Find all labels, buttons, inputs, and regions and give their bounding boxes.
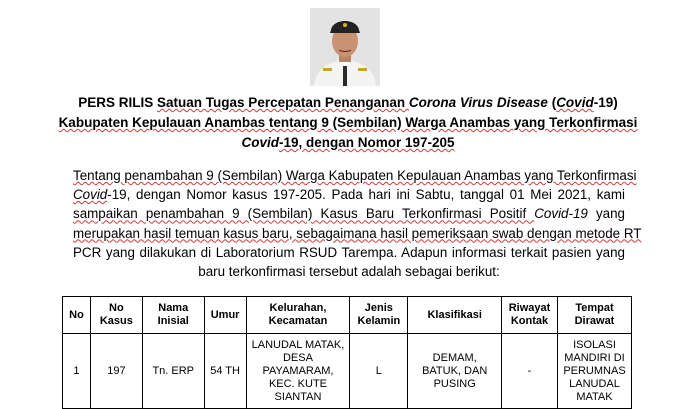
header-text: Inisial: [157, 315, 189, 327]
cell-text: MATAK: [576, 390, 613, 403]
cell-text: SIANTAN: [274, 390, 322, 403]
title-paren: (: [547, 95, 557, 110]
title-line-3-covid: Covid: [241, 135, 279, 150]
title-label: PERS RILIS: [78, 95, 158, 110]
title-agency: Satuan Tugas Percepatan Penanganan: [157, 95, 409, 110]
official-portrait: [310, 8, 380, 86]
cell-kasus: 197: [90, 334, 142, 409]
cell-text: PERUMNAS: [563, 364, 626, 377]
title-covid: Covid: [556, 95, 594, 110]
header-text: Riwayat: [508, 302, 551, 314]
press-release-title: [0, 93, 696, 153]
header-kelurahan: [246, 297, 350, 334]
title-line-2: Kabupaten Kepulauan Anambas tentang 9 (Sembilan) Warga Anambas yang Terkonfirmasi: [58, 115, 638, 130]
table-row: [63, 334, 632, 409]
cell-text: LANUDAL MATAK,: [251, 338, 345, 351]
cell-text: DEMAM,: [432, 351, 477, 364]
body-line-4: merupakan hasil temuan kasus baru, sebagaimana hasil pemeriksaan swab dengan metode RT: [73, 225, 642, 241]
cell-nama: Tn. ERP: [142, 334, 204, 409]
header-klasifikasi: [408, 297, 502, 334]
body-line-3-end: yang: [587, 206, 625, 222]
title-line-1: [0, 93, 696, 113]
cell-text: BATUK, DAN: [422, 364, 488, 377]
case-table: [62, 296, 632, 409]
cell-riwayat-kontak: -: [502, 334, 558, 409]
table-header-row: [63, 297, 632, 334]
cell-text: MANDIRI DI: [564, 351, 625, 364]
header-riwayat-kontak: [502, 297, 558, 334]
header-text: Tempat: [575, 302, 614, 314]
header-no: [63, 297, 91, 334]
header-text: Klasifikasi: [427, 308, 482, 321]
header-text: Nama: [158, 302, 189, 314]
cell-text: PAYAMARAM,: [262, 364, 334, 377]
title-line-3-rest: -19, dengan Nomor 197-205: [278, 135, 455, 150]
header-text: Jenis: [364, 302, 393, 314]
body-line-5: PCR yang dilakukan di Laboratorium RSUD Tarempa. Adapun informasi terkait pasien yang: [73, 244, 625, 260]
cell-text: PUSING: [433, 377, 476, 390]
header-text: Kontak: [510, 315, 549, 327]
cell-kelurahan: [246, 334, 350, 409]
header-tempat-dirawat: [557, 297, 631, 334]
header-no-kasus: [90, 297, 142, 334]
header-jenis-kelamin: [350, 297, 408, 334]
header-umur: [204, 297, 246, 334]
title-disease: Corona Virus Disease: [408, 95, 548, 110]
body-line-2: [73, 185, 625, 204]
header-text: Kecamatan: [268, 315, 328, 327]
header-text: No: [69, 308, 84, 321]
header-text: Umur: [210, 308, 240, 321]
body-line-1: Tentang penambahan 9 (Sembilan) Warga Kabupaten Kepulauan Anambas yang Terkonfirmasi: [73, 168, 637, 183]
header-text: Kasus: [99, 315, 133, 327]
body-covid: Covid: [73, 187, 108, 203]
cell-tempat-dirawat: [557, 334, 631, 409]
cell-no: 1: [63, 334, 91, 409]
release-body: [73, 166, 642, 281]
cell-jenis-kelamin: L: [350, 334, 408, 409]
header-text: No: [109, 302, 124, 314]
cell-klasifikasi: [408, 334, 502, 409]
body-line-6: baru terkonfirmasi tersebut adalah sebagai berikut:: [198, 264, 500, 280]
header-text: Kelurahan,: [269, 302, 327, 314]
body-line-3: [73, 204, 625, 223]
cell-text: LANUDAL: [569, 377, 620, 390]
body-line-3-text: sampaikan penambahan 9 (Sembilan) Kasus Baru Terkonfirmasi Positif: [73, 206, 535, 222]
cell-text: DESA: [282, 351, 313, 364]
cell-umur: 54 TH: [204, 334, 246, 409]
body-line-3-covid: Covid-19: [534, 206, 588, 222]
cell-text: KEC. KUTE: [268, 377, 328, 390]
header-text: Dirawat: [574, 315, 615, 327]
header-nama-inisial: [142, 297, 204, 334]
body-line-2-rest: -19, dengan Nomor kasus 197-205. Pada hari ini Sabtu, tanggal 01 Mei 2021, kami: [107, 187, 625, 203]
title-line-3: [0, 133, 696, 153]
cell-text: ISOLASI: [573, 338, 616, 351]
title-covid-suffix: -19): [593, 95, 618, 110]
header-text: Kelamin: [357, 315, 401, 327]
